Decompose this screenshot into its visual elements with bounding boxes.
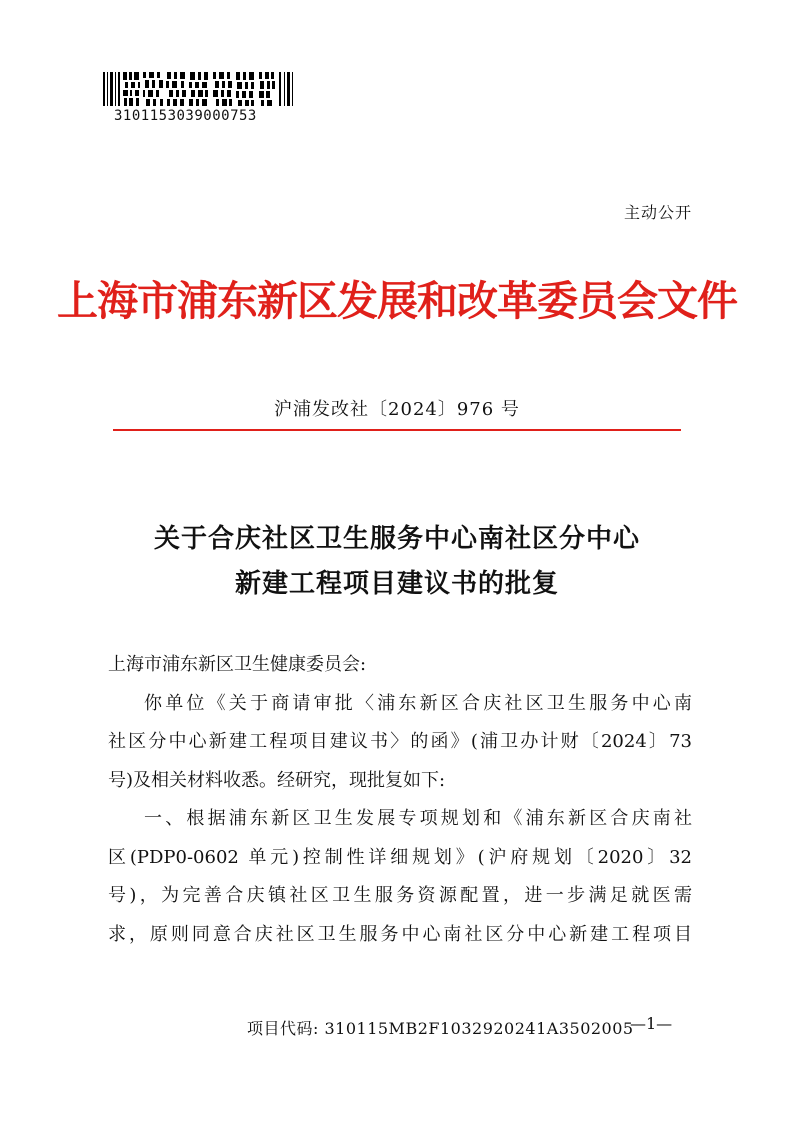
document-body bbox=[108, 646, 692, 954]
body-line: 社区分中心新建工程项目建议书〉的函》(浦卫办计财〔2024〕73 bbox=[108, 731, 692, 752]
disclosure-label: 主动公开 bbox=[623, 203, 692, 222]
document-number: 沪浦发改社〔2024〕976 号 bbox=[274, 399, 520, 420]
body-line: 区(PDP0-0602 单元)控制性详细规划》(沪府规划〔2020〕32 bbox=[108, 846, 692, 868]
recipient: 上海市浦东新区卫生健康委员会: bbox=[108, 654, 367, 675]
barcode-number: 3101153039000753 bbox=[114, 108, 257, 124]
issuer-header: 上海市浦东新区发展和改革委员会文件 bbox=[57, 277, 737, 325]
body-line: 一、根据浦东新区卫生发展专项规划和《浦东新区合庆南社 bbox=[144, 808, 692, 829]
project-code: 项目代码: 310115MB2F1032920241A3502005 bbox=[247, 1019, 634, 1038]
document-title-line-1: 关于合庆社区卫生服务中心南社区分中心 bbox=[153, 524, 640, 554]
body-line: 号)及相关材料收悉。经研究，现批复如下: bbox=[108, 769, 446, 791]
document-title-line-2: 新建工程项目建议书的批复 bbox=[234, 569, 559, 599]
page-number: —1— bbox=[630, 1014, 673, 1033]
body-line: 求，原则同意合庆社区卫生服务中心南社区分中心新建工程项目 bbox=[108, 923, 692, 945]
body-line: 号)，为完善合庆镇社区卫生服务资源配置，进一步满足就医需 bbox=[108, 885, 692, 906]
body-line: 你单位《关于商请审批〈浦东新区合庆社区卫生服务中心南 bbox=[144, 692, 692, 714]
red-divider bbox=[113, 429, 681, 431]
barcode-image bbox=[103, 72, 293, 106]
